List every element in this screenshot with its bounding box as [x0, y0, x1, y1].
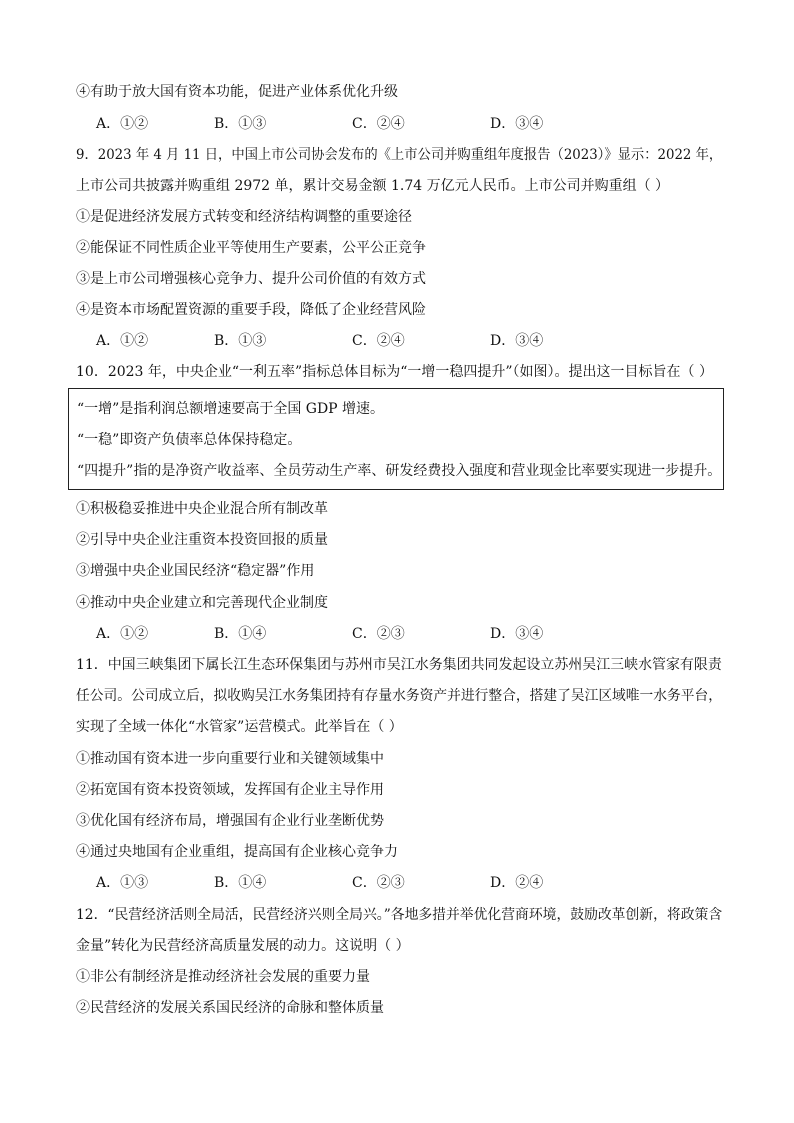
q9-choice-a[interactable]: A．①② [96, 333, 149, 349]
q9-stem-line-2: 上市公司共披露并购重组 2972 单，累计交易金额 1.74 万亿元人民币。上市公司并购重组（ ） [76, 178, 670, 194]
q11-choice-d[interactable]: D．②④ [490, 875, 544, 891]
q8-choices [96, 114, 696, 134]
q8-choice-b[interactable]: B．①③ [214, 116, 267, 132]
q11-stem-line-2: 任公司。公司成立后，拟收购吴江水务集团持有存量水务资产并进行整合，搭建了吴江区域唯一水务平台， [76, 688, 723, 704]
q9-option-4: ④是资本市场配置资源的重要手段，降低了企业经营风险 [76, 302, 426, 318]
q11-option-3: ③优化国有经济布局，增强国有企业行业垄断优势 [76, 813, 384, 829]
q12-option-2: ②民营经济的发展关系国民经济的命脉和整体质量 [76, 1000, 384, 1016]
q10-choice-c[interactable]: C．②③ [352, 626, 405, 642]
q10-material-box [68, 388, 724, 490]
q10-choice-d[interactable]: D．③④ [490, 626, 544, 642]
q11-choices [96, 873, 696, 893]
q10-stem: 10．2023 年，中央企业“一利五率”指标总体目标为“一增一稳四提升”（如图）。提出这一目标旨在（ ） [76, 364, 713, 380]
q11-option-1: ①推动国有资本进一步向重要行业和关键领域集中 [76, 751, 384, 767]
q10-choices [96, 624, 696, 644]
q10-option-4: ④推动中央企业建立和完善现代企业制度 [76, 595, 328, 611]
q9-option-3: ③是上市公司增强核心竞争力、提升公司价值的有效方式 [76, 271, 426, 287]
q11-stem-line-1: 11．中国三峡集团下属长江生态环保集团与苏州市吴江水务集团共同发起设立苏州吴江三峡水管家有限责 [76, 657, 722, 673]
q10-box-line-2: “一稳”即资产负债率总体保持稳定。 [77, 432, 302, 448]
q11-stem-line-3: 实现了全域一体化“水管家”运营模式。此举旨在（ ） [76, 719, 403, 735]
q9-option-2: ②能保证不同性质企业平等使用生产要素，公平公正竞争 [76, 240, 426, 256]
q8-option-4: ④有助于放大国有资本功能，促进产业体系优化升级 [76, 84, 398, 100]
q8-choice-c[interactable]: C．②④ [352, 116, 405, 132]
q10-box-line-3: “四提升”指的是净资产收益率、全员劳动生产率、研发经费投入强度和营业现金比率要实现进一步提升。 [77, 463, 722, 479]
q10-choice-a[interactable]: A．①② [96, 626, 149, 642]
q10-option-3: ③增强中央企业国民经济“稳定器”作用 [76, 563, 315, 579]
q9-choices [96, 331, 696, 351]
q10-option-1: ①积极稳妥推进中央企业混合所有制改革 [76, 501, 328, 517]
q11-choice-b[interactable]: B．①④ [214, 875, 267, 891]
q10-option-2: ②引导中央企业注重资本投资回报的质量 [76, 532, 328, 548]
q10-box-line-1: “一增”是指利润总额增速要高于全国 GDP 增速。 [77, 401, 385, 417]
q9-stem-line-1: 9．2023 年 4 月 11 日，中国上市公司协会发布的《上市公司并购重组年度报告（2023）》显示：2022 年， [76, 147, 723, 163]
q11-choice-a[interactable]: A．①③ [96, 875, 149, 891]
q12-option-1: ①非公有制经济是推动经济社会发展的重要力量 [76, 969, 370, 985]
q9-choice-c[interactable]: C．②④ [352, 333, 405, 349]
q10-choice-b[interactable]: B．①④ [214, 626, 267, 642]
q8-choice-a[interactable]: A．①② [96, 116, 149, 132]
q12-stem-line-1: 12．“民营经济活则全局活，民营经济兴则全局兴。”各地多措并举优化营商环境，鼓励改革创新，将政策含 [76, 907, 723, 923]
q9-option-1: ①是促进经济发展方式转变和经济结构调整的重要途径 [76, 209, 412, 225]
q11-option-2: ②拓宽国有资本投资领域，发挥国有企业主导作用 [76, 782, 384, 798]
q8-choice-d[interactable]: D．③④ [490, 116, 544, 132]
q12-stem-line-2: 金量”转化为民营经济高质量发展的动力。这说明（ ） [76, 938, 410, 954]
q9-choice-b[interactable]: B．①③ [214, 333, 267, 349]
q11-choice-c[interactable]: C．②③ [352, 875, 405, 891]
q11-option-4: ④通过央地国有企业重组，提高国有企业核心竞争力 [76, 844, 398, 860]
q9-choice-d[interactable]: D．③④ [490, 333, 544, 349]
